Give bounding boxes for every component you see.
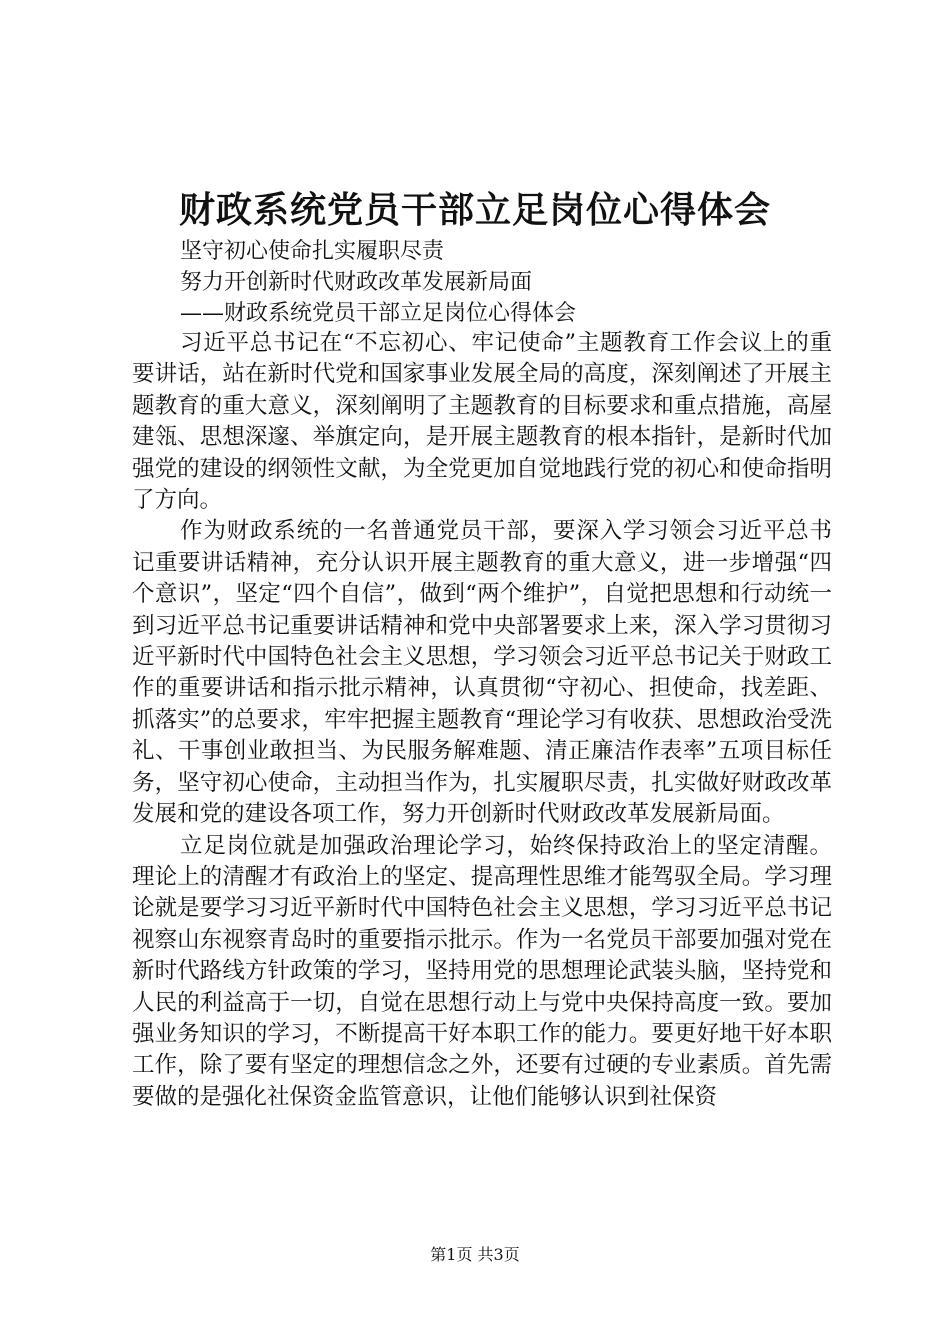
paragraph: 作为财政系统的一名普通党员干部，要深入学习领会习近平总书记重要讲话精神，充分认识开展主题教育的重大意义，进一步增强“四个意识”，坚定“四个自信”，做到“两个维护”，自觉把思想和行动统一到习近平总书记重要讲话精神和党中央部署要求上来，深入学习贯彻习近平新时代中国特色社会主义思想，学习领会习近平总书记关于财政工作的重要讲话和指示批示精神，认真贯彻“守初心、担使命，找差距、抓落实”的总要求，牢牢把握主题教育“理论学习有收获、思想政治受洗礼、干事创业敢担当、为民服务解难题、清正廉洁作表率”五项目标任务，坚守初心使命，主动担当作为，扎实履职尽责，扎实做好财政改革发展和党的建设各项工作，努力开创新时代财政改革发展新局面。 (132, 518, 832, 828)
paragraph: 习近平总书记在“不忘初心、牢记使命”主题教育工作会议上的重要讲话，站在新时代党和国家事业发展全局的高度，深刻阐述了开展主题教育的重大意义，深刻阐明了主题教育的目标要求和重点措施，高屋建瓴、思想深邃、举旗定向，是开展主题教育的根本指针，是新时代加强党的建设的纲领性文献，为全党更加自觉地践行党的初心和使命指明了方向。 (132, 330, 832, 514)
paragraph: 立足岗位就是加强政治理论学习，始终保持政治上的坚定清醒。理论上的清醒才有政治上的坚定、提高理性思维才能驾驭全局。学习理论就是要学习习近平新时代中国特色社会主义思想，学习习近平总书记视察山东视察青岛时的重要指示批示。作为一名党员干部要加强对党在新时代路线方针政策的学习，坚持用党的思想理论武装头脑，坚持党和人民的利益高于一切，自觉在思想行动上与党中央保持高度一致。要加强业务知识的学习，不断提高干好本职工作的能力。要更好地干好本职工作，除了要有坚定的理想信念之外，还要有过硬的专业素质。首先需要做的是强化社保资金监管意识，让他们能够认识到社保资 (132, 832, 832, 1110)
page-footer: 第1页 共3页 (430, 1245, 520, 1264)
subtitle-block (180, 236, 880, 329)
body-text (132, 328, 832, 1113)
subtitle-line: 努力开创新时代财政改革发展新局面 (180, 270, 533, 295)
subtitle-line: ——财政系统党员干部立足岗位心得体会 (180, 301, 577, 326)
document-title: 财政系统党员干部立足岗位心得体会 (178, 189, 771, 231)
subtitle-line: 坚守初心使命扎实履职尽责 (180, 239, 445, 264)
